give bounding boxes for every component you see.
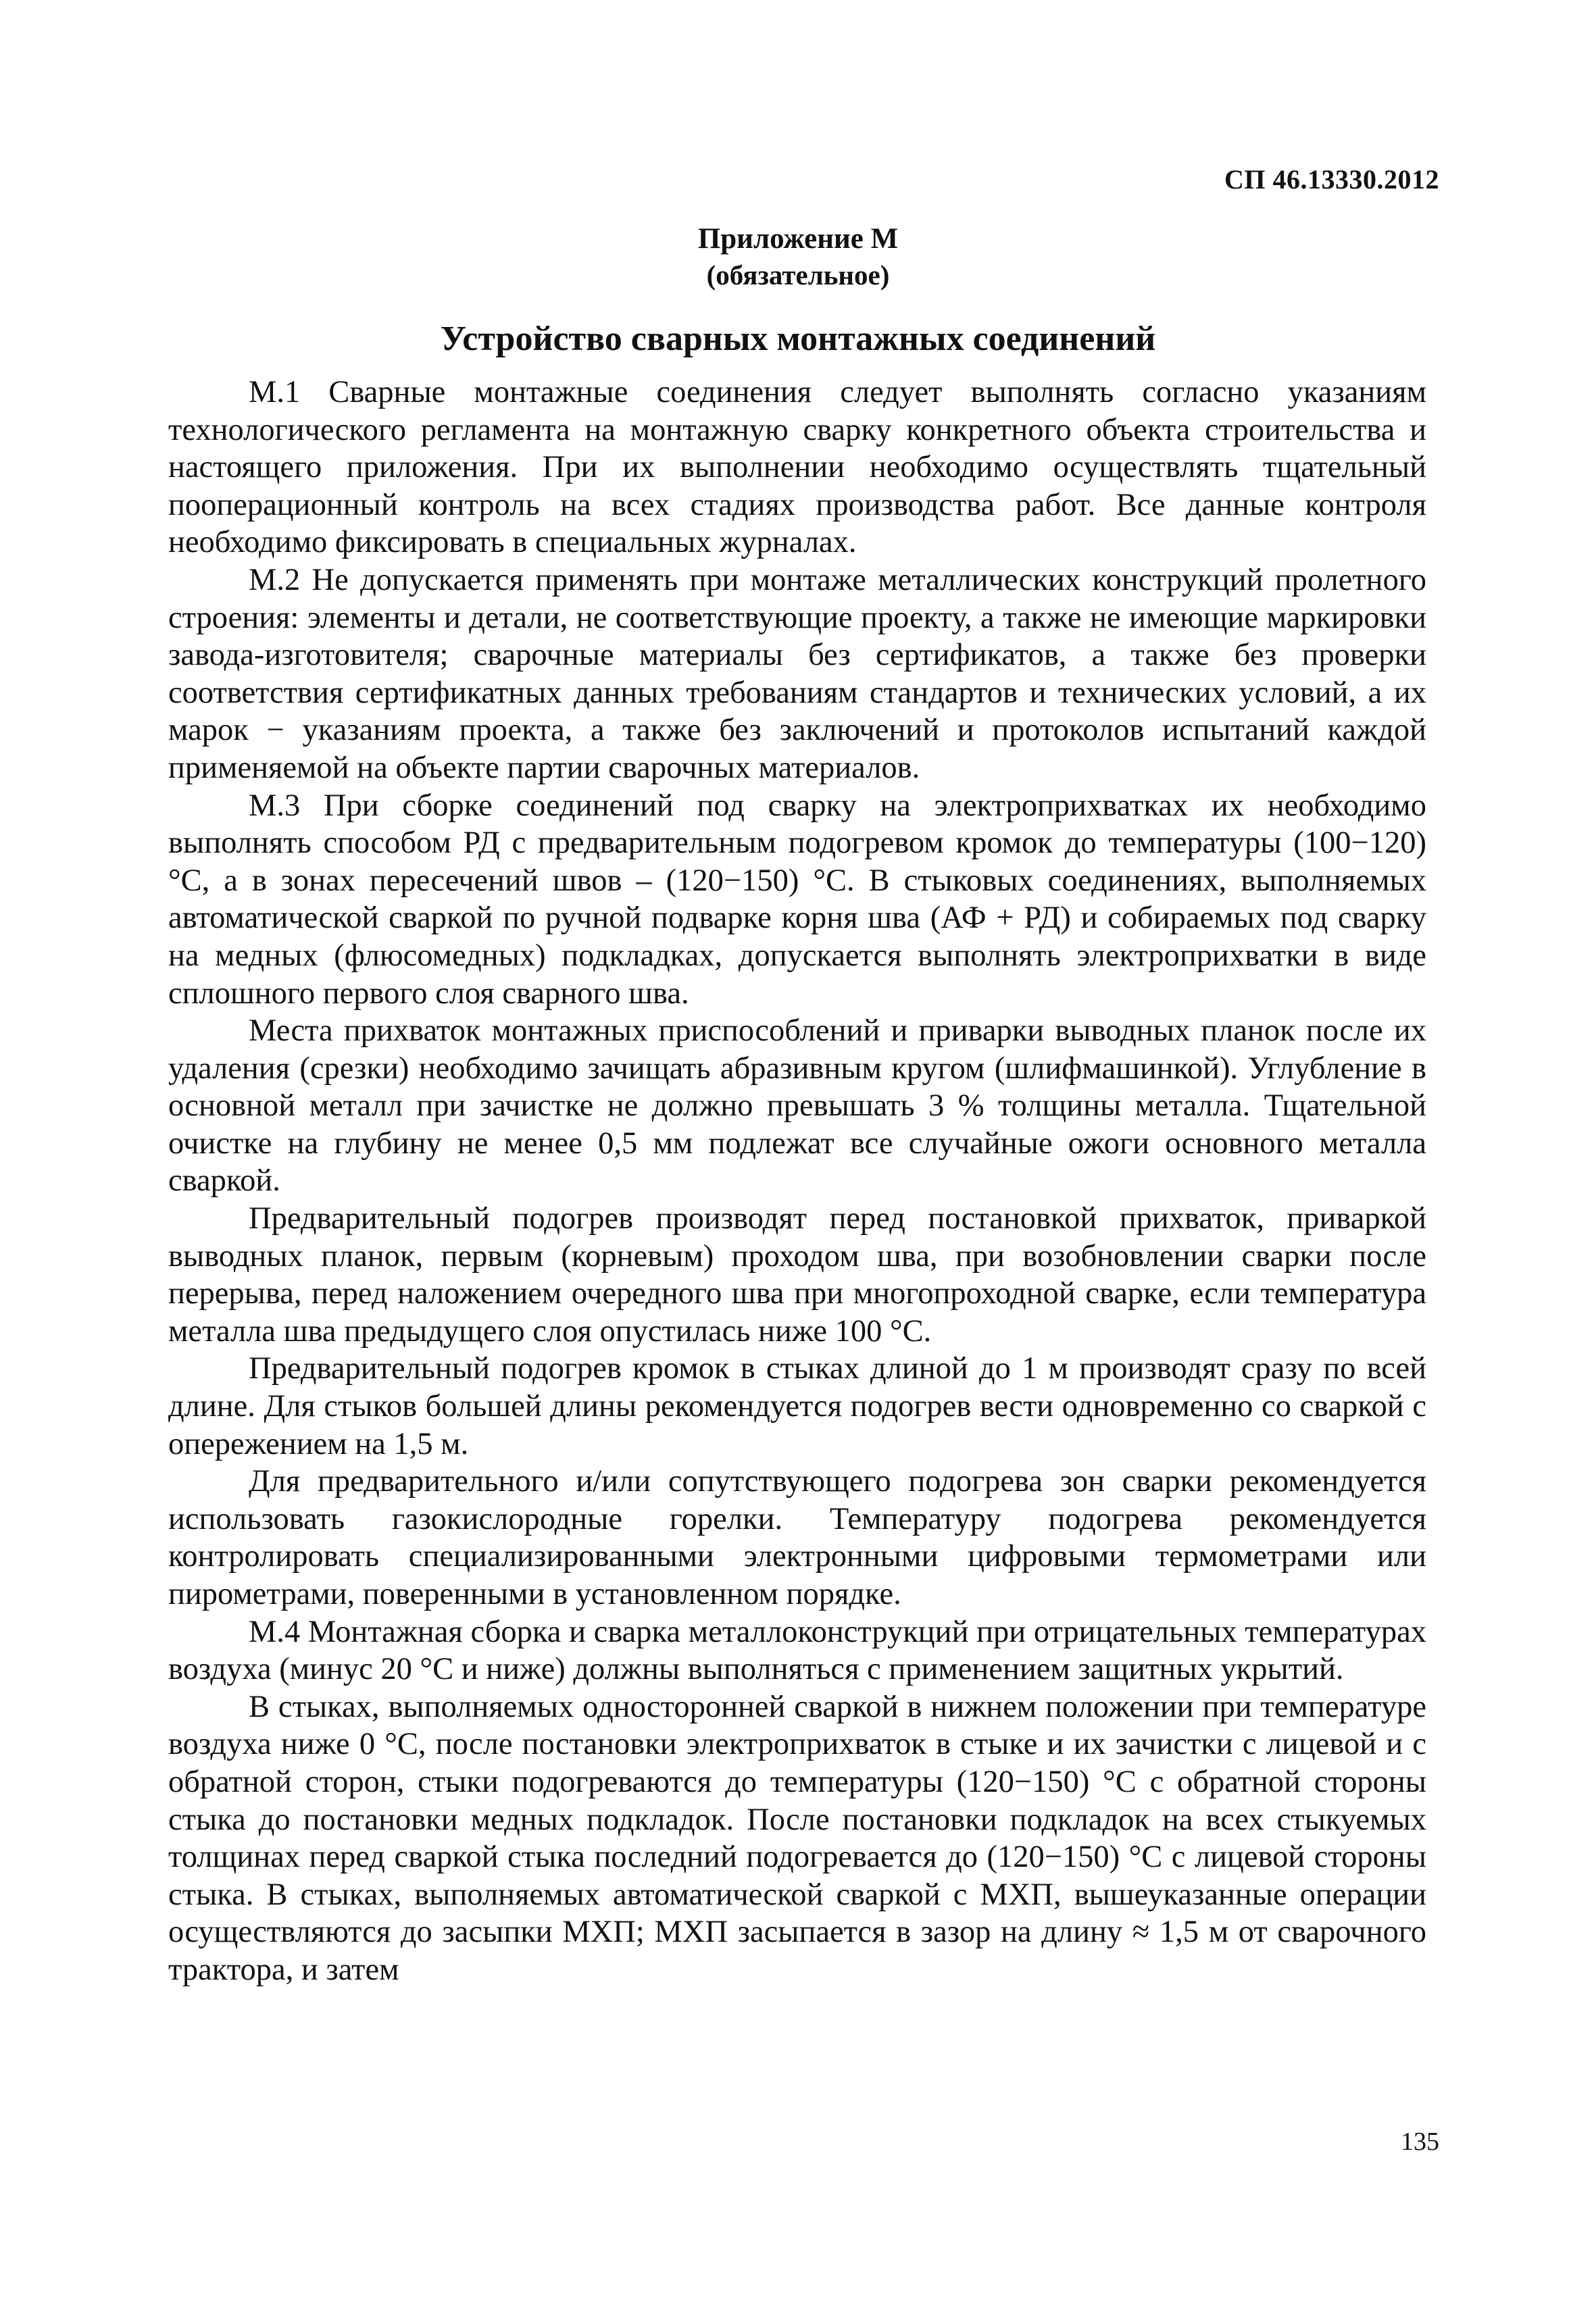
page-number: 135: [1401, 2128, 1439, 2156]
paragraph-preheat-tools: Для предварительного и/или сопутствующего подогрева зон сварки рекомендуется использовать газокислородные горелки. Температуру подогрева рекомендуется контролировать специализированными электронными цифровыми термометрами или пирометрами, поверенными в установленном порядке.: [168, 1464, 1426, 1611]
paragraph-m2: М.2 Не допускается применять при монтаже металлических конструкций пролетного строения: элементы и детали, не соответствующие проекту, а также не имеющие маркировки завода-изготовителя; сварочные материалы без сертификатов, а также без проверки соответствия сертификатных данных требованиям стандартов и технических условий, а их марок − указаниям проекта, а также без заключений и протоколов испытаний каждой применяемой на объекте партии сварочных материалов.: [168, 562, 1426, 785]
section-title: Устройство сварных монтажных соединений: [440, 320, 1156, 358]
appendix-status: (обязательное): [706, 259, 890, 291]
paragraph-tack-removal: Места прихваток монтажных приспособлений и приварки выводных планок после их удаления (срезки) необходимо зачищать абразивным кругом (шлифмашинкой). Углубление в основной металл при зачистке не должно превышать 3 % толщины металла. Тщательной очистке на глубину не менее 0,5 мм подлежат все случайные ожоги основного металла сваркой.: [168, 1013, 1426, 1199]
paragraph-preheat-conditions: Предварительный подогрев производят перед постановкой прихваток, приваркой выводных планок, первым (корневым) проходом шва, при возобновлении сварки после перерыва, перед наложением очередного шва при многопроходной сварке, если температура металла шва предыдущего слоя опустилась ниже 100 °С.: [168, 1201, 1426, 1349]
paragraph-m1: М.1 Сварные монтажные соединения следует выполнять согласно указаниям технологического регламента на монтажную сварку конкретного объекта строительства и настоящего приложения. При их выполнении необходимо осуществлять тщательный пооперационный контроль на всех стадиях производства работ. Все данные контроля необходимо фиксировать в специальных журналах.: [168, 375, 1426, 560]
paragraph-preheat-length: Предварительный подогрев кромок в стыках длиной до 1 м производят сразу по всей длине. Для стыков большей длины рекомендуется подогрев вести одновременно со сваркой с опережением на 1,5 м.: [168, 1351, 1426, 1461]
document-code: СП 46.13330.2012: [1224, 164, 1439, 195]
body-text: [168, 374, 1426, 1989]
paragraph-m4: М.4 Монтажная сборка и сварка металлоконструкций при отрицательных температурах воздуха (минус 20 °С и ниже) должны выполняться с применением защитных укрытий.: [168, 1614, 1426, 1687]
appendix-title: Приложение М: [697, 223, 899, 255]
paragraph-m3: М.3 При сборке соединений под сварку на электроприхватках их необходимо выполнять способом РД с предварительным подогревом кромок до температуры (100−120) °С, а в зонах пересечений швов – (120−150) °С. В стыковых соединениях, выполняемых автоматической сваркой по ручной подварке корня шва (АФ + РД) и собираемых под сварку на медных (флюсомедных) подкладках, допускается выполнять электроприхватки в виде сплошного первого слоя сварного шва.: [168, 788, 1426, 1011]
paragraph-cold-weather-joints: В стыках, выполняемых односторонней сваркой в нижнем положении при температуре воздуха ниже 0 °С, после постановки электроприхваток в стыке и их зачистки с лицевой и с обратной сторон, стыки подогреваются до температуры (120−150) °С с обратной стороны стыка до постановки медных подкладок. После постановки подкладок на всех стыкуемых толщинах перед сваркой стыка последний подогревается до (120−150) °С с лицевой стороны стыка. В стыках, выполняемых автоматической сваркой с МХП, вышеуказанные операции осуществляются до засыпки МХП; МХП засыпается в зазор на длину ≈ 1,5 м от сварочного трактора, и затем: [168, 1689, 1426, 1987]
